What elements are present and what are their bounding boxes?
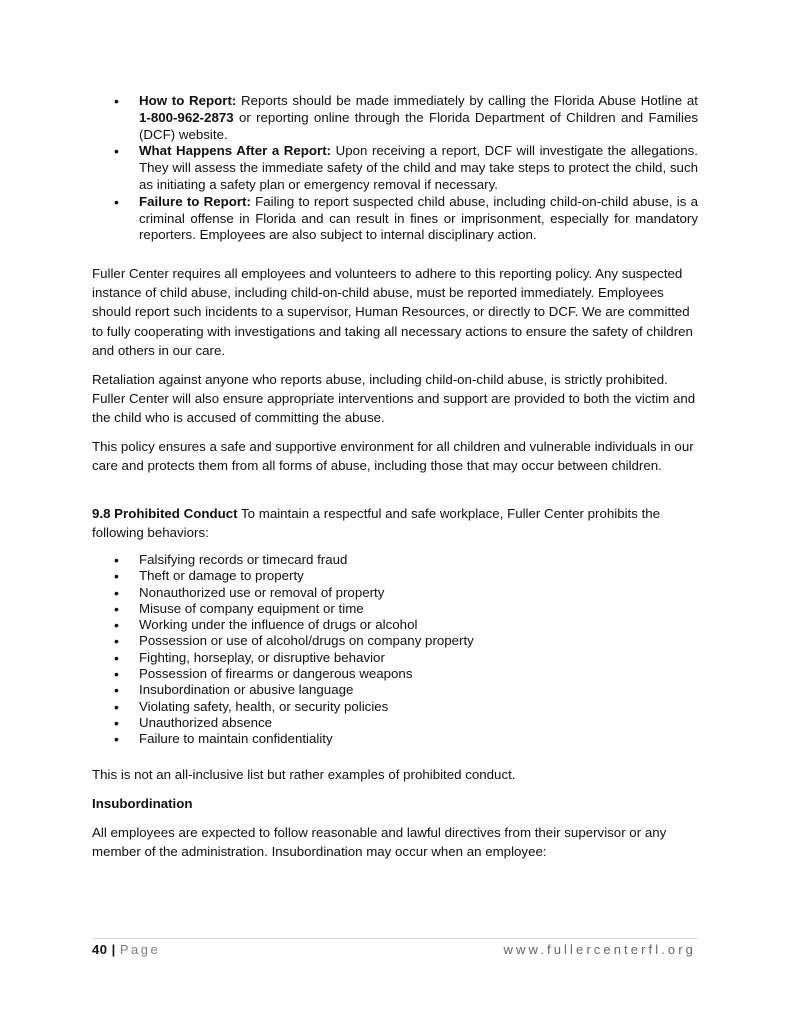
retaliation-paragraph: Retaliation against anyone who reports abuse, including child-on-child abuse, is strictly prohibited. Fuller Center will also ensure appropriate interventions and support are provided to both the victim and the child who is accused of committing the abuse. xyxy=(92,372,696,426)
list-item xyxy=(92,143,698,193)
bullet-label: How to Report: xyxy=(139,93,237,108)
hotline-phone: 1-800-962-2873 xyxy=(139,109,234,125)
reporting-policy-paragraph: Fuller Center requires all employees and volunteers to adhere to this reporting policy. Any suspected instance of child abuse, including child-on-child abuse, must be reported immediately. Employees should report such incidents to a supervisor, Human Resources, or directly to DCF. We are committed to fully cooperating with investigations and taking all necessary actions to ensure the safety of children and others in our care. xyxy=(92,266,693,358)
page-word: Page xyxy=(119,942,161,957)
list-item: • Violating safety, health, or security policies xyxy=(92,699,698,715)
list-item: • Nonauthorized use or removal of property xyxy=(92,585,698,601)
footer-divider xyxy=(92,938,698,939)
list-item xyxy=(92,93,698,143)
prohibited-note: This is not an all-inclusive list but rather examples of prohibited conduct. xyxy=(92,767,516,782)
list-item: • Insubordination or abusive language xyxy=(92,682,698,698)
list-item: • Failure to maintain confidentiality xyxy=(92,731,698,747)
report-bullet-list xyxy=(92,93,698,244)
bullet-text: Failing to report suspected child abuse, including child-on-child abuse, is a criminal offense in Florida and can result in fines or imprisonment, especially for mandatory reporters. Employees are also subject to internal disciplinary action. xyxy=(139,193,698,243)
bullet-label: Failure to Report: xyxy=(139,193,251,209)
heading-text: Insubordination xyxy=(92,796,193,811)
bullet-label: What Happens After a Report: xyxy=(139,143,332,159)
list-item: • Misuse of company equipment or time xyxy=(92,601,698,617)
footer-separator: | xyxy=(111,942,116,957)
prohibited-conduct-intro xyxy=(92,504,702,542)
list-item: • Possession of firearms or dangerous weapons xyxy=(92,666,698,682)
insubordination-heading xyxy=(92,794,702,813)
list-item: • Fighting, horseplay, or disruptive behavior xyxy=(92,650,698,666)
page-footer-number xyxy=(92,942,160,957)
section-intro-text: To maintain a respectful and safe workplace, Fuller Center prohibits the following behaviors: xyxy=(92,506,661,541)
safe-environment-paragraph: This policy ensures a safe and supportive environment for all children and vulnerable individuals in our care and protects them from all forms of abuse, including those that may occur between children. xyxy=(92,439,694,474)
insubordination-paragraph: All employees are expected to follow reasonable and lawful directives from their supervisor or any member of the administration. Insubordination may occur when an employee: xyxy=(92,825,667,860)
bullet-text: or reporting online through the Florida Department of Children and Families (DCF) website. xyxy=(139,109,698,142)
bullet-text: Upon receiving a report, DCF will investigate the allegations. They will assess the immediate safety of the child and may take steps to protect the child, such as initiating a safety plan or emergency removal if necessary. xyxy=(139,143,698,192)
prohibited-behaviors-list xyxy=(92,552,698,748)
bullet-text: Reports should be made immediately by calling the Florida Abuse Hotline at xyxy=(236,93,698,108)
list-item: • Possession or use of alcohol/drugs on company property xyxy=(92,633,698,649)
list-item: • Theft or damage to property xyxy=(92,568,698,584)
list-item: • Working under the influence of drugs or alcohol xyxy=(92,617,698,633)
footer-website: www.fullercenterfl.org xyxy=(503,942,696,957)
list-item: • Falsifying records or timecard fraud xyxy=(92,552,698,568)
section-heading: 9.8 Prohibited Conduct xyxy=(92,506,238,521)
list-item xyxy=(92,194,698,244)
page-number: 40 xyxy=(92,942,108,957)
list-item: • Unauthorized absence xyxy=(92,715,698,731)
